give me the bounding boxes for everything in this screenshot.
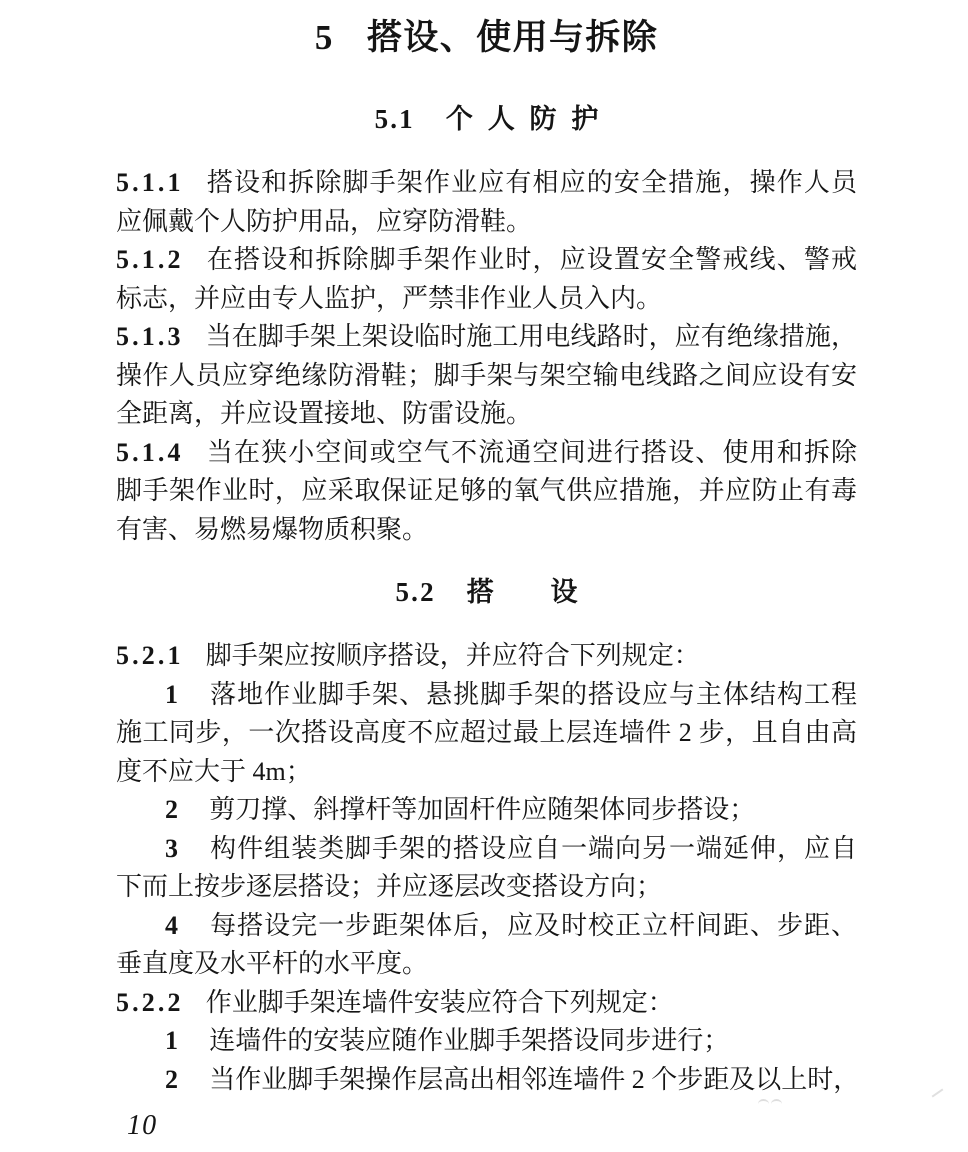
text-line — [116, 676, 857, 715]
clause — [116, 318, 857, 434]
item-number: 1 — [165, 1026, 178, 1055]
text-line — [116, 830, 857, 869]
section-heading — [116, 103, 857, 135]
line-text: 度不应大于 4m； — [116, 756, 312, 786]
line-text: 脚手架作业时，应采取保证足够的氧气供应措施，并应防止有毒 — [116, 476, 857, 505]
line-text: 构件组装类脚手架的搭设应自一端向另一端延伸，应自 — [209, 833, 857, 863]
clause — [116, 637, 857, 676]
text-line — [116, 203, 857, 242]
chapter-title — [116, 0, 857, 60]
text-line — [116, 637, 857, 676]
item-number: 4 — [165, 910, 178, 940]
list-item — [116, 907, 857, 984]
line-text: 垂直度及水平杆的水平度。 — [116, 949, 429, 978]
clause — [116, 241, 857, 318]
line-text: 施工同步，一次搭设高度不应超过最上层连墙件 2 步，且自由高 — [116, 718, 857, 747]
text-line — [116, 753, 857, 792]
list-item — [116, 791, 857, 830]
list-item — [116, 830, 857, 907]
line-text: 搭设和拆除脚手架作业应有相应的安全措施，操作人员 — [205, 168, 857, 197]
item-number: 3 — [165, 833, 178, 863]
item-number: 1 — [165, 679, 178, 709]
text-line — [116, 1022, 857, 1061]
text-line — [116, 511, 857, 550]
section — [116, 576, 860, 1099]
text-line — [116, 868, 857, 907]
line-text: 每搭设完一步距架体后，应及时校正立杆间距、步距、 — [209, 910, 857, 940]
line-text: 作业脚手架连墙件安装应符合下列规定： — [205, 987, 674, 1017]
scan-artifact-arc — [758, 1099, 769, 1109]
text-line — [116, 984, 857, 1023]
scan-artifact-arc — [771, 1099, 782, 1109]
line-text: 应佩戴个人防护用品，应穿防滑鞋。 — [116, 206, 533, 236]
text-line — [116, 241, 857, 280]
text-line — [116, 1061, 860, 1100]
scan-artifact — [758, 1096, 798, 1108]
line-text: 当作业脚手架操作层高出相邻连墙件 2 个步距及以上时， — [209, 1064, 860, 1094]
text-line — [116, 434, 857, 473]
list-item — [116, 1061, 860, 1100]
text-line — [116, 280, 857, 319]
text-line — [116, 791, 857, 830]
line-text: 有害、易燃易爆物质积聚。 — [116, 514, 429, 544]
clause — [116, 164, 857, 241]
section-number: 5.1 — [374, 104, 415, 134]
line-text: 落地作业脚手架、悬挑脚手架的搭设应与主体结构工程 — [209, 679, 857, 709]
line-text: 在搭设和拆除脚手架作业时，应设置安全警戒线、警戒 — [205, 245, 857, 274]
line-text: 连墙件的安装应随作业脚手架搭设同步进行； — [209, 1026, 730, 1055]
list-item — [116, 676, 857, 792]
clause-number: 5.2.2 — [116, 987, 184, 1017]
line-text: 当在狭小空间或空气不流通空间进行搭设、使用和拆除 — [205, 437, 857, 467]
item-number: 2 — [165, 795, 178, 824]
clause-number: 5.2.1 — [116, 641, 184, 670]
item-number: 2 — [165, 1064, 178, 1094]
clause-number: 5.1.1 — [116, 168, 184, 197]
text-line — [116, 395, 857, 434]
clause-number: 5.1.3 — [116, 322, 184, 351]
section — [116, 103, 857, 549]
line-text: 全距离，并应设置接地、防雷设施。 — [116, 399, 533, 428]
line-text: 标志，并应由专人监护，严禁非作业人员入内。 — [116, 283, 663, 313]
clause-number: 5.1.2 — [116, 245, 184, 274]
chapter-number: 5 — [314, 18, 334, 57]
section-number: 5.2 — [395, 577, 436, 607]
chapter-title-text: 搭设、使用与拆除 — [366, 18, 659, 57]
text-line — [116, 945, 857, 984]
text-column — [116, 0, 860, 1099]
text-line — [116, 714, 857, 753]
clause — [116, 984, 857, 1023]
clause — [116, 434, 857, 550]
section-title: 搭 设 — [466, 577, 593, 607]
list-item — [116, 1022, 857, 1061]
section-heading — [116, 576, 857, 608]
text-line — [116, 357, 857, 396]
text-line — [116, 472, 857, 511]
line-text: 当在脚手架上架设临时施工用电线路时，应有绝缘措施， — [205, 322, 857, 351]
clause-number: 5.1.4 — [116, 437, 184, 467]
section-title: 个人防护 — [445, 104, 614, 134]
line-text: 脚手架应按顺序搭设，并应符合下列规定： — [205, 641, 700, 670]
sections-container — [116, 103, 860, 1099]
page-number: 10 — [127, 1110, 158, 1141]
text-line — [116, 318, 857, 357]
line-text: 操作人员应穿绝缘防滑鞋；脚手架与架空输电线路之间应设有安 — [116, 360, 857, 390]
text-line — [116, 164, 857, 203]
line-text: 下而上按步逐层搭设；并应逐层改变搭设方向； — [116, 872, 663, 901]
text-line — [116, 907, 857, 946]
line-text: 剪刀撑、斜撑杆等加固杆件应随架体同步搭设； — [209, 795, 756, 824]
scan-artifact-tick — [932, 1088, 944, 1097]
